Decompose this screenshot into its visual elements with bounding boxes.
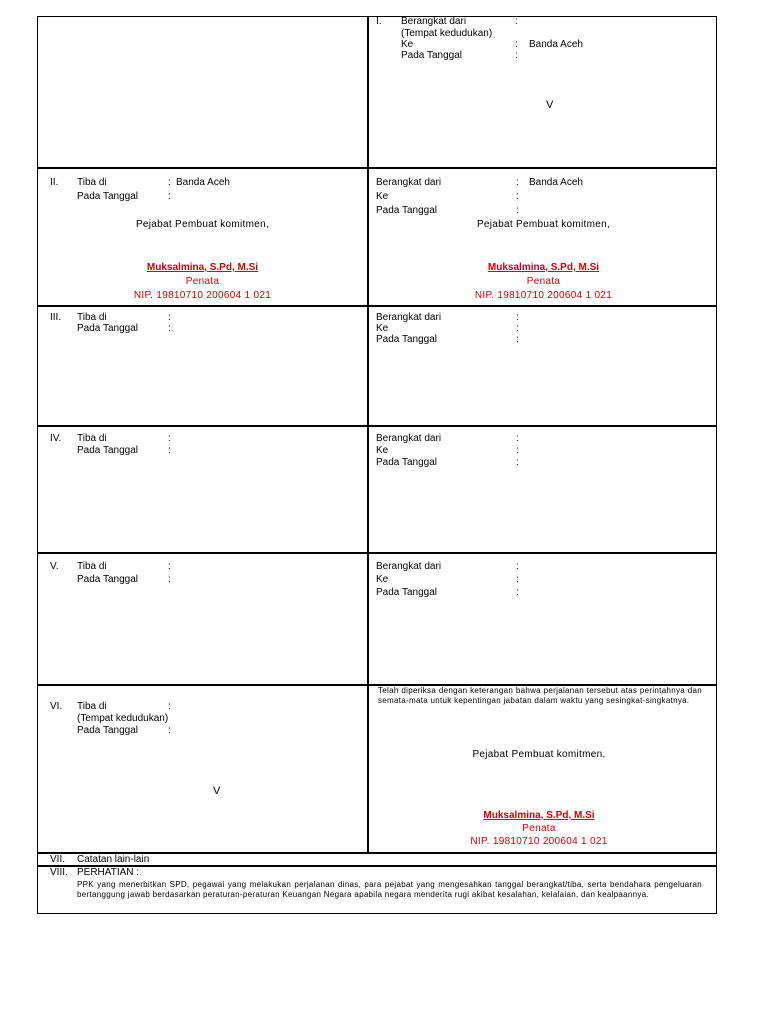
colon: : [168, 725, 171, 736]
colon: : [516, 177, 519, 188]
check-mark: V [213, 785, 221, 797]
to-value: Banda Aceh [529, 39, 583, 50]
depart-label: Berangkat dari [376, 312, 442, 323]
depart-sub-label: (Tempat kedudukan) [401, 28, 493, 39]
date-label: Pada Tanggal [77, 191, 138, 202]
date-label: Pada Tanggal [376, 334, 437, 345]
colon: : [516, 323, 519, 334]
section-number: VIII. [50, 867, 68, 878]
official-rank: Penata [185, 276, 220, 287]
check-mark: V [546, 99, 554, 111]
official-title: Pejabat Pembuat komitmen, [472, 749, 606, 760]
section-number: II. [50, 177, 59, 188]
row-divider [38, 305, 716, 307]
arrive-sub-label: (Tempat kedudukan) [77, 713, 169, 724]
arrive-value: Banda Aceh [176, 177, 230, 188]
official-title: Pejabat Pembuat komitmen, [135, 219, 270, 230]
colon: : [168, 701, 171, 712]
colon: : [516, 334, 519, 345]
depart-label: Berangkat dari [376, 177, 442, 188]
colon: : [516, 312, 519, 323]
date-label: Pada Tanggal [376, 587, 437, 598]
depart-label: Berangkat dari [376, 561, 442, 572]
section-number: I. [376, 16, 382, 27]
colon: : [515, 39, 518, 50]
colon: : [168, 433, 171, 444]
section-number: V. [50, 561, 59, 572]
date-label: Pada Tanggal [77, 445, 138, 456]
date-label: Pada Tanggal [77, 725, 138, 736]
colon: : [516, 445, 519, 456]
colon: : [168, 574, 171, 585]
column-divider [367, 17, 369, 853]
to-label: Ke [401, 39, 414, 50]
official-rank: Penata [526, 276, 561, 287]
colon: : [516, 587, 519, 598]
to-label: Ke [376, 191, 389, 202]
colon: : [515, 50, 518, 61]
section-number: VI. [50, 701, 63, 712]
arrive-label: Tiba di [77, 701, 107, 712]
row-divider [38, 167, 716, 169]
colon: : [168, 445, 171, 456]
colon: : [168, 312, 171, 323]
colon: : [168, 323, 171, 334]
to-label: Ke [376, 323, 389, 334]
row-divider [38, 552, 716, 554]
official-nip: NIP. 19810710 200604 1 021 [133, 290, 272, 301]
official-name: Muksalmina, S.Pd, M.Si [487, 262, 600, 273]
date-label: Pada Tanggal [376, 457, 437, 468]
to-label: Ke [376, 574, 389, 585]
official-name: Muksalmina, S.Pd, M.Si [146, 262, 259, 273]
statement-text: Telah diperiksa dengan keterangan bahwa perjalanan tersebut atas perintahnya dan semata-mata untuk kepentingan jabatan dalam waktu yang sesingkat-singkatnya. [378, 686, 702, 705]
date-label: Pada Tanggal [77, 323, 138, 334]
attention-label: PERHATIAN : [77, 867, 140, 878]
colon: : [516, 561, 519, 572]
section-number: IV. [50, 433, 62, 444]
colon: : [516, 433, 519, 444]
colon: : [516, 457, 519, 468]
notes-label: Catatan lain-lain [77, 854, 150, 865]
official-nip: NIP. 19810710 200604 1 021 [470, 836, 608, 847]
colon: : [516, 191, 519, 202]
colon: : [168, 191, 171, 202]
row-divider [38, 425, 716, 427]
depart-label: Berangkat dari [376, 433, 442, 444]
official-rank: Penata [522, 823, 556, 834]
arrive-label: Tiba di [77, 312, 107, 323]
official-name: Muksalmina, S.Pd, M.Si [483, 810, 595, 821]
colon: : [516, 574, 519, 585]
section-number: III. [50, 312, 62, 323]
official-nip: NIP. 19810710 200604 1 021 [474, 290, 613, 301]
colon: : [168, 561, 171, 572]
colon: : [515, 16, 518, 27]
official-title: Pejabat Pembuat komitmen, [476, 219, 611, 230]
depart-label: Berangkat dari [401, 16, 467, 27]
arrive-label: Tiba di [77, 561, 107, 572]
attention-text: PPK yang menerbitkan SPD, pegawai yang melakukan perjalanan dinas, para pejabat yang mengesahkan tanggal berangkat/tiba, serta bendahara pengeluaran bertanggung jawab berdasarkan peraturan-peraturan Keuangan Negara apabila negara menderita rugi akibat kesalahan, kelalaian, dan kealpaannya. [77, 880, 702, 899]
arrive-label: Tiba di [77, 433, 107, 444]
colon: : [168, 177, 171, 188]
depart-value: Banda Aceh [529, 177, 583, 188]
section-number: VII. [50, 854, 66, 865]
spd-form-table [37, 16, 717, 914]
date-label: Pada Tanggal [77, 574, 138, 585]
to-label: Ke [376, 445, 389, 456]
date-label: Pada Tanggal [401, 50, 462, 61]
arrive-label: Tiba di [77, 177, 107, 188]
date-label: Pada Tanggal [376, 205, 437, 216]
colon: : [516, 205, 519, 216]
